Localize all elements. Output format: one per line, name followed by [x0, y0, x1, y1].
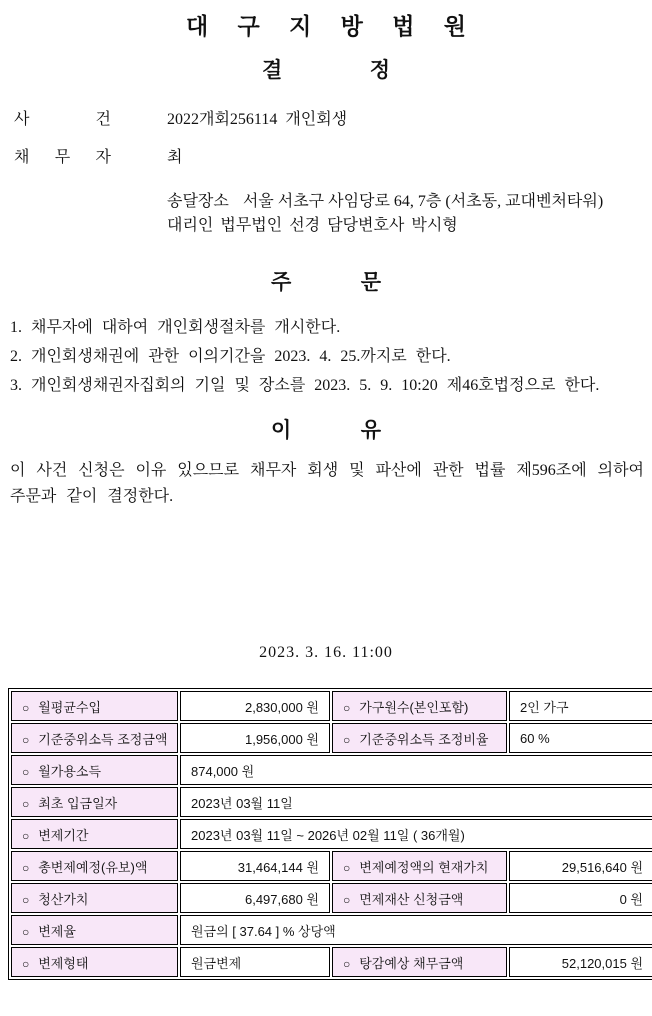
row-value-cell: 1,956,000 원: [180, 723, 330, 753]
service-address-line: [167, 188, 603, 211]
table-row: [11, 755, 652, 785]
case-number-label: 사 건: [14, 111, 111, 128]
order-heading: [0, 266, 652, 296]
row-label-cell: [332, 947, 507, 977]
circle-bullet-icon: ○: [22, 764, 30, 779]
row-label-cell: [332, 691, 507, 721]
service-address-label: 송달장소: [167, 193, 229, 210]
order-item-2: 2. 개인회생채권에 관한 이의기간을 2023. 4. 25.까지로 한다.: [10, 348, 451, 365]
court-name-title: [0, 8, 652, 41]
row-label: 변제형태: [38, 955, 89, 971]
row-value-cell: 52,120,015 원: [509, 947, 652, 977]
row-label: 가구원수(본인포함): [359, 699, 469, 715]
row-label-cell: [332, 851, 507, 881]
row-value-cell: 874,000 원: [180, 755, 652, 785]
circle-bullet-icon: ○: [22, 860, 30, 875]
order-items: [10, 313, 646, 400]
circle-bullet-icon: ○: [343, 860, 351, 875]
row-label-cell: [11, 947, 178, 977]
row-value-cell: 31,464,144 원: [180, 851, 330, 881]
row-label-cell: [11, 723, 178, 753]
table-row: [11, 819, 652, 849]
case-number-value: 2022개회256114 개인회생: [167, 111, 348, 128]
debtor-value: 최: [167, 149, 183, 166]
circle-bullet-icon: ○: [22, 828, 30, 843]
row-label-cell: [332, 723, 507, 753]
row-label-cell: [11, 787, 178, 817]
row-value-cell: 원금의 [ 37.64 ] % 상당액: [180, 915, 652, 945]
table-row: [11, 915, 652, 945]
row-value-cell: 2023년 03월 11일 ~ 2026년 02월 11일 ( 36개월): [180, 819, 652, 849]
table-row: [11, 691, 652, 721]
row-value-cell: 2,830,000 원: [180, 691, 330, 721]
row-value-cell: 2인 가구: [509, 691, 652, 721]
reason-heading: [0, 414, 652, 444]
row-label: 월평균수입: [38, 699, 102, 715]
circle-bullet-icon: ○: [343, 700, 351, 715]
row-label-cell: [11, 819, 178, 849]
court-name-text: 대 구 지 방 법 원: [186, 13, 466, 39]
row-label-cell: [11, 915, 178, 945]
service-address-value: 서울 서초구 사임당로 64, 7층 (서초동, 교대벤처타워): [242, 193, 604, 210]
order-item-1: 1. 채무자에 대하여 개인회생절차를 개시한다.: [10, 319, 341, 336]
row-label-cell: [11, 691, 178, 721]
table-row: [11, 723, 652, 753]
row-value-cell: 6,497,680 원: [180, 883, 330, 913]
repayment-schedule-table: [8, 688, 652, 980]
row-label: 최초 입금일자: [38, 795, 118, 811]
circle-bullet-icon: ○: [343, 892, 351, 907]
circle-bullet-icon: ○: [22, 924, 30, 939]
row-label: 기준중위소득 조정비율: [359, 731, 489, 747]
debtor-label: 채 무 자: [14, 149, 111, 166]
row-label-cell: [11, 883, 178, 913]
circle-bullet-icon: ○: [343, 956, 351, 971]
row-label: 기준중위소득 조정금액: [38, 731, 168, 747]
circle-bullet-icon: ○: [343, 732, 351, 747]
reason-heading-text: 이 유: [271, 419, 381, 442]
decision-heading: [0, 54, 652, 84]
row-label: 면제재산 신청금액: [359, 891, 464, 907]
row-label: 탕감예상 채무금액: [359, 955, 464, 971]
decision-heading-text: 결 정: [262, 59, 390, 82]
row-label: 총변제예정(유보)액: [38, 859, 148, 875]
row-value-cell: 0 원: [509, 883, 652, 913]
order-item-3: 3. 개인회생채권자집회의 기일 및 장소를 2023. 5. 9. 10:20 제46호법정으로 한다.: [10, 377, 600, 394]
table-row: [11, 851, 652, 881]
table-row: [11, 787, 652, 817]
row-label-cell: [11, 851, 178, 881]
order-heading-text: 주 문: [271, 271, 381, 294]
row-label: 변제기간: [38, 827, 89, 843]
row-label: 변제예정액의 현재가치: [359, 859, 489, 875]
row-value-cell: 원금변제: [180, 947, 330, 977]
row-label: 청산가치: [38, 891, 89, 907]
circle-bullet-icon: ○: [22, 700, 30, 715]
row-value-cell: 2023년 03월 11일: [180, 787, 652, 817]
circle-bullet-icon: ○: [22, 732, 30, 747]
row-value-cell: 29,516,640 원: [509, 851, 652, 881]
row-value-cell: 60 %: [509, 723, 652, 753]
row-label-cell: [11, 755, 178, 785]
row-label: 월가용소득: [38, 763, 102, 779]
circle-bullet-icon: ○: [22, 796, 30, 811]
attorney-line: 대리인 법무법인 선경 담당변호사 박시형: [167, 217, 458, 234]
circle-bullet-icon: ○: [22, 892, 30, 907]
table-row: [11, 947, 652, 977]
row-label: 변제율: [38, 923, 76, 939]
decision-datetime: 2023. 3. 16. 11:00: [259, 644, 393, 661]
table-row: [11, 883, 652, 913]
reason-paragraph: 이 사건 신청은 이유 있으므로 채무자 회생 및 파산에 관한 법률 제596조에 의하여 주문과 같이 결정한다.: [10, 462, 644, 505]
row-label-cell: [332, 883, 507, 913]
circle-bullet-icon: ○: [22, 956, 30, 971]
